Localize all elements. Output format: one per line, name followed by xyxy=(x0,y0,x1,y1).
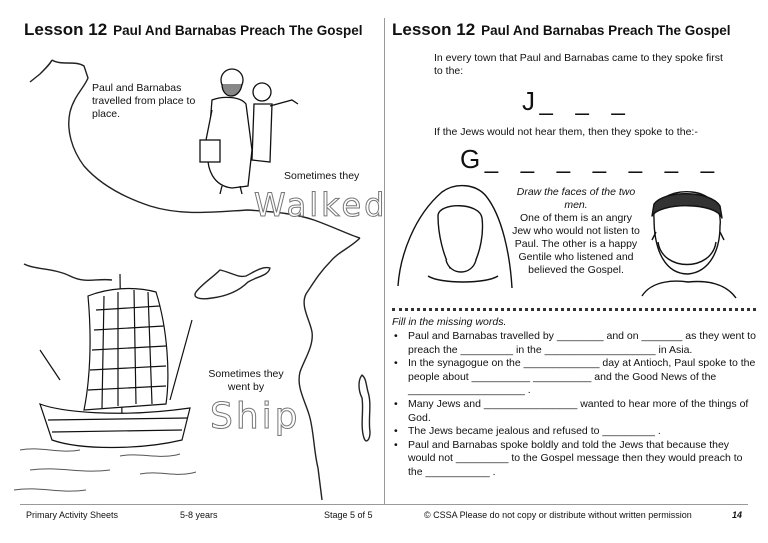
walked-trace-word: Walked xyxy=(254,186,388,224)
fill-in-item: • Many Jews and ________________ wanted to hear more of the things of God. xyxy=(392,398,756,425)
answer-gentiles-letter: G xyxy=(460,144,481,174)
question-jews: In every town that Paul and Barnabas came to they spoke first to the: xyxy=(434,52,723,77)
dotted-separator xyxy=(392,308,756,311)
ship-trace-word: Ship xyxy=(210,396,301,437)
faces-description: One of them is an angry Jew who would not listen to Paul. The other is a happy Gentile who listened and believed the Gospel. xyxy=(512,212,640,276)
right-lesson-number: Lesson 12 xyxy=(392,20,476,39)
answer-gentiles xyxy=(460,144,722,175)
right-header xyxy=(392,20,730,40)
footer-series: Primary Activity Sheets xyxy=(26,510,119,520)
right-lesson-title: Paul And Barnabas Preach The Gospel xyxy=(481,23,731,38)
answer-gentiles-blanks: _ _ _ _ _ _ _ xyxy=(484,147,723,174)
faces-text-block xyxy=(512,186,640,277)
answer-jews-letter: J xyxy=(522,86,535,116)
faces-instruction: Draw the faces of the two men. xyxy=(516,186,636,211)
fill-in-title: Fill in the missing words. xyxy=(392,316,507,328)
footer-rule xyxy=(20,504,748,505)
answer-jews xyxy=(522,86,633,117)
footer-ages: 5-8 years xyxy=(180,510,218,520)
question-gentiles: If the Jews would not hear them, then they spoke to the:- xyxy=(434,126,698,138)
fill-in-item: • Paul and Barnabas spoke boldly and told the Jews that because they would not _________ to the Gospel message then they would preach to the ___________ . xyxy=(392,439,756,480)
travel-text: Paul and Barnabas travelled from place to place. xyxy=(92,82,196,120)
ship-label: Sometimes they went by xyxy=(208,368,284,393)
fill-in-item: • In the synagogue on the _____________ day at Antioch, Paul spoke to the people about __________ __________ and the Good News of the ____________________ . xyxy=(392,357,756,398)
footer-copyright: © CSSA Please do not copy or distribute without written permission xyxy=(424,510,692,520)
walked-label: Sometimes they xyxy=(284,170,360,182)
footer-stage: Stage 5 of 5 xyxy=(324,510,373,520)
map-illustration xyxy=(0,0,384,505)
fill-in-list xyxy=(392,330,756,480)
fill-in-item: • Paul and Barnabas travelled by ________ and on _______ as they went to preach the _________ in the ___________________ in Asia. xyxy=(392,330,756,357)
answer-jews-blanks: _ _ _ xyxy=(539,89,633,116)
page-divider xyxy=(384,18,385,504)
left-lesson-number: Lesson 12 xyxy=(24,20,108,39)
left-lesson-title: Paul And Barnabas Preach The Gospel xyxy=(113,23,363,38)
footer-page-number: 14 xyxy=(732,510,743,520)
fill-in-item: • The Jews became jealous and refused to _________ . xyxy=(392,425,756,439)
